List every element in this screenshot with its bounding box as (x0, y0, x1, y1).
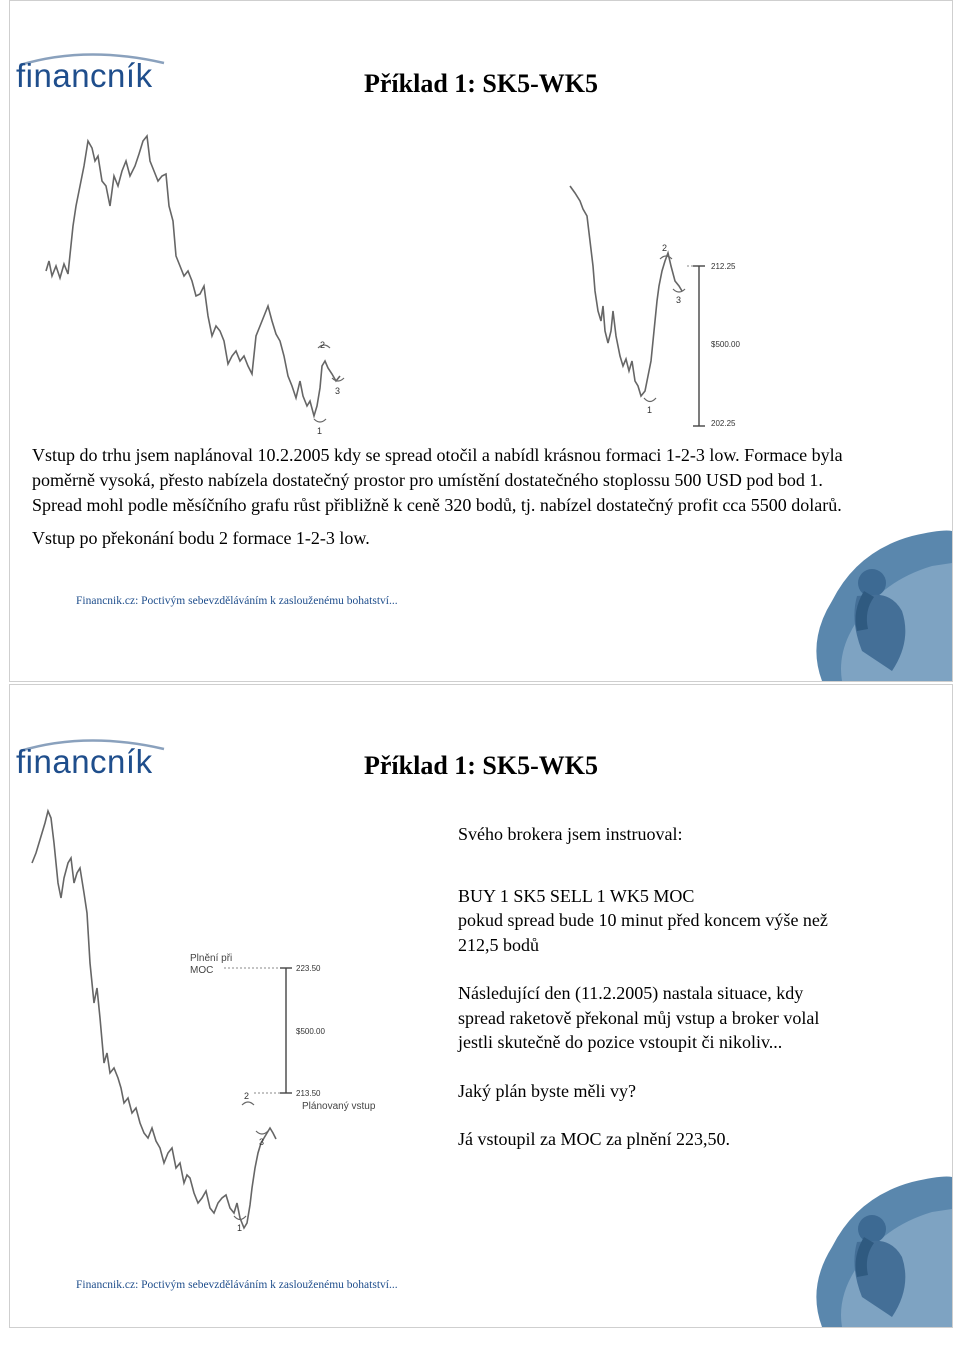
point-3-label: 3 (676, 295, 682, 305)
slide-2-line-3: pokud spread bude 10 minut před koncem výše než (458, 910, 828, 930)
fill-label-line-1: Plnění při (190, 953, 233, 964)
point-1-label: 1 (647, 405, 653, 415)
slide-2-line-1: Svého brokera jsem instruoval: (458, 824, 683, 844)
slide-1 (9, 0, 953, 682)
slide-2-line-2: BUY 1 SK5 SELL 1 WK5 MOC (458, 885, 695, 906)
logo-text: financník (16, 743, 153, 780)
price-top-label: 223.50 (296, 964, 321, 973)
price-top-label: 212.25 (711, 262, 736, 271)
point-1-marker-icon (314, 419, 326, 422)
slide-2-line-8: Jaký plán byste měli vy? (458, 1080, 636, 1101)
point-3-marker-icon (673, 289, 685, 292)
slide-2-line-7: jestli skutečně do pozice vstoupit či nikoliv... (458, 1032, 783, 1052)
planned-entry-label: Plánovaný vstup (302, 1101, 376, 1112)
point-3-label: 3 (259, 1137, 265, 1147)
point-2-marker-icon (242, 1102, 254, 1105)
slide-2-title: Příklad 1: SK5-WK5 (363, 751, 598, 780)
thinker-figure-icon (802, 1167, 952, 1327)
slide-1-left-chart (40, 126, 360, 436)
point-1-label: 1 (317, 426, 323, 436)
point-1-label: 1 (237, 1223, 243, 1233)
slide-2-line-9: Já vstoupil za MOC za plnění 223,50. (458, 1129, 730, 1149)
price-mid-label: $500.00 (296, 1027, 325, 1036)
point-3-label: 3 (335, 386, 341, 396)
slide-2-line-6: spread raketově překonal můj vstup a broker volal (458, 1007, 820, 1028)
slide-1-paragraph-1: Vstup do trhu jsem naplánoval 10.2.2005 kdy se spread otočil a nabídl krásnou formaci 1-2-3 low. Formace byla poměrně vysoká, přesto nabízela dostatečný prostor pro umístění dostatečného stoplossu 500 USD pod bod 1. Spread mohl podle měsíčního grafu růst přibližně k ceně 320 bodů, tj. nabízel dostatečný profit cca 5500 dolarů. (32, 445, 843, 515)
price-mid-label: $500.00 (711, 340, 740, 349)
slide-2 (9, 684, 953, 1328)
thinker-figure-icon (802, 521, 952, 681)
slide-1-body (32, 443, 872, 551)
slide-1-right-chart (565, 181, 765, 431)
logo-text: financník (16, 57, 153, 94)
slide-2-body (458, 822, 928, 1152)
slide-2-footer: Financnik.cz: Poctivým sebevzděláváním k zaslouženému bohatství... (76, 1279, 398, 1291)
point-2-label: 2 (244, 1091, 250, 1101)
point-2-label: 2 (320, 340, 326, 350)
slide-2-chart (24, 803, 424, 1243)
point-2-label: 2 (662, 243, 668, 253)
price-bottom-label: 202.25 (711, 419, 736, 428)
spread-line (46, 136, 340, 416)
slide-1-title: Příklad 1: SK5-WK5 (363, 69, 598, 98)
slide-1-footer: Financnik.cz: Poctivým sebevzděláváním k zaslouženému bohatství... (76, 595, 398, 607)
point-1-marker-icon (644, 398, 656, 402)
spread-line (570, 186, 682, 396)
price-bottom-label: 213.50 (296, 1089, 321, 1098)
slide-2-line-5: Následující den (11.2.2005) nastala situace, kdy (458, 983, 804, 1003)
spread-line (32, 811, 276, 1228)
slide-1-paragraph-2: Vstup po překonání bodu 2 formace 1-2-3 low. (32, 528, 370, 548)
fill-label-line-2: MOC (190, 965, 214, 976)
slide-2-line-4: 212,5 bodů (458, 934, 539, 955)
